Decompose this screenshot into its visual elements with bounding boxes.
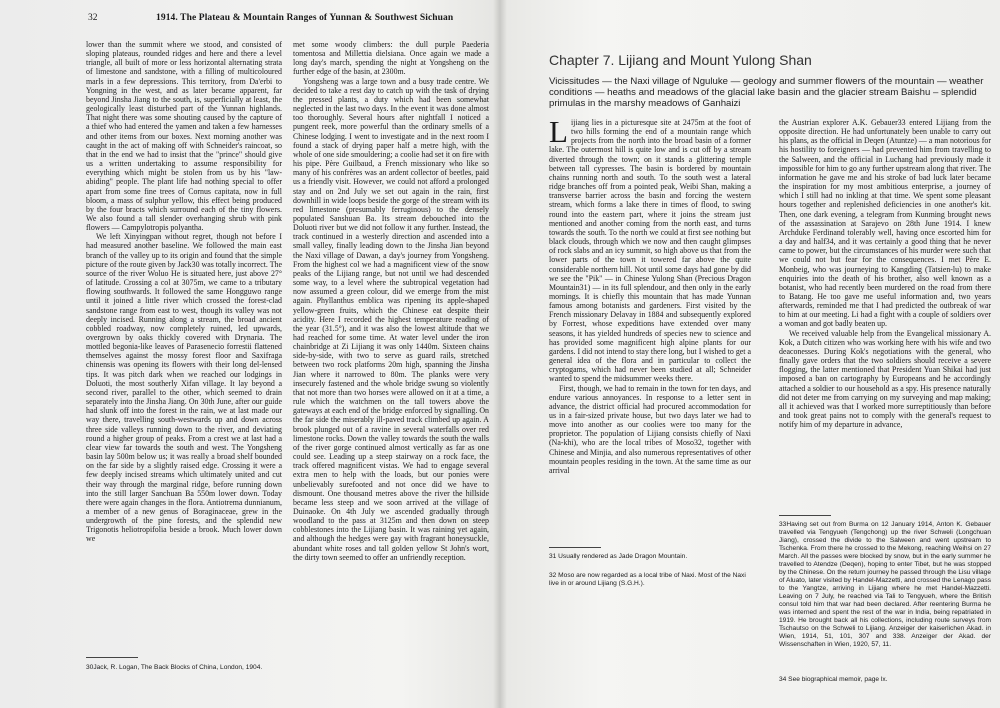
page-number: 32 — [88, 13, 98, 23]
right-page — [503, 0, 1000, 708]
running-head: 1914. The Plateau & Mountain Ranges of Yunnan & Southwest Sichuan — [156, 13, 454, 23]
chapter-subtitle: Vicissitudes — the Naxi village of Nguluke — geology and summer flowers of the mountain — weather conditions — heaths and meadows of the glacial lake basin and the glacier stream Baishu – splendid primulas in the marshy meadows of Ganhaizi — [549, 76, 984, 109]
footnote-34: 34 See biographical memoir, page lx. — [779, 676, 888, 683]
chapter-title: Chapter 7. Lijiang and Mount Yulong Shan — [549, 52, 812, 68]
right-page-column-2 — [779, 118, 991, 508]
left-page-column-2 — [293, 40, 489, 693]
footnote-rule — [779, 515, 831, 516]
paragraph: We received valuable help from the Evangelical missionary A. Kok, a Dutch citizen who was working here with his wife and two deaconesses. During Kok's negotiations with the general, who finally gave orders that the two soldiers should receive a severe flogging, the latter mentioned that President Yuan Shikai had just imposed a ban on cartography by Europeans and he accordingly attached a soldier to our household as a spy. His presence naturally did not deter me from carrying on my surveying and map making; all it achieved was that I worked more surreptitiously than before and took great pains not to comply with the general's request to notify him of my departure in advance, — [779, 328, 991, 430]
right-page-column-1 — [549, 118, 751, 538]
footnote-32: 32 Moso are now regarded as a local tribe of Naxi. Most of the Naxi live in or around Lijiang (S.G.H.). — [549, 572, 746, 587]
drop-cap: L — [549, 118, 568, 149]
paragraph: We left Xinyingpan without regret, though not before I had measured another baseline. We followed the main east branch of the valley up to its origin and found that the simple picture of the route given by Jack30 was totally incorrect. The source of the river Woluo He is situated here, just above 27° of latitude. Crossing a col at 3075m, we came to a tributary flowing southwards. It followed the same Hongguwo range until it joined a little river which crossed the forest-clad sandstone range from east to west, though its valley was not deeply incised. Running along a stream, the broad ancient cobbled roadway, now completely ruined, led upwards, overgrown by oaks thickly covered with Drynaria. The mottled begonia-like leaves of Parasenecio forrestii flattened themselves against the mossy forest floor and Saxifraga chinensis was opening its flowers with their long del-lensed tips. It was pitch dark when we reached our lodgings in Doluoti, the most southerly Xifan village. It lay beyond a second river, parallel to the other, which seemed to drain separately into the Jinsha Jiang. On 30th June, after our guide had slunk off into the forest in the rain, we at last made our way there, travelling south-westwards up and down across three side valleys running down to the river, and deviating round a higher group of peaks. From a crest we at last had a clear view far towards the south and west. The Yongsheng basin lay 500m below us; it was really a broad shelf bounded on the far side by a slightly raised edge. Crossing it were a few deeply incised streams which ultimately united and cut their way through the marginal ridge, before running down into the still larger Sanchuan Ba 550m lower down. Today there were again changes in the flora. Antiotrema dunnianum, a member of a new genus of Boraginaceae, grew in the undergrowth of the pine forests, and the splendid new Trigonotis heliotropifolia beside a brook. Much lower down we — [86, 232, 282, 544]
left-page-column-1 — [86, 40, 282, 640]
footnote-30: 30Jack, R. Logan, The Back Blocks of China, London, 1904. — [86, 664, 263, 671]
paragraph: lower than the summit where we stood, and consisted of sloping plateaus, rounded ridges and here and there a level triangle, all built of more or less horizontal alternating strata of limestone and sandstone, with a filling of multicoloured marls in a few depressions. This territory, from Da'erbi to Yongning in the west, and as later became apparent, far beyond Jinsha Jiang to the south, is, superficially at least, the geologically least disturbed part of the Yunnan highlands. That night there was some shouting caused by the capture of a thief who had entered the yamen and taken a few harnesses and other items from our boxes. Next morning another was caught in the act of making off with Schneider's raincoat, so that in the end we had to insist that the "prince" should give us a written undertaking to assume responsibility for everything which might be stolen from us by his "law-abiding" people. The plant life had nothing special to offer apart from some fine trees of Cornus capitata, now in full bloom, a mass of sulphur yellow, this effect being produced by the four bracts which surround each of the tiny flowers. We also found a tall slender overhanging shrub with pink flowers — Campylotropis polyantha. — [86, 40, 282, 233]
footnote-rule — [549, 547, 601, 548]
paragraph: the Austrian explorer A.K. Gebauer33 entered Lijiang from the opposite direction. He had unfortunately been unable to carry out his plans, as the official in Deqen (Atuntze) — a man notorious for his hostility to foreigners — had prevented him from travelling to the Salween, and the official in Luchang had previously made it impossible for him to go any further upstream along that river. The information he gave me and his stroke of bad luck later became the inspiration for my most ambitious enterprise, a journey of which I still had no inkling at that time. We spent some pleasant hours together and replenished deficiencies in one another's kit. Then, one dark evening, a telegram from Kunming brought news of the assassination at Sarajevo on 28th June 1914. I knew Archduke Ferdinand tolerably well, having once escorted him for a day and half34, and it was certainly a good thing that he never came to power, but the circumstances of his murder were such that we could not but fear for the consequences. I met Père E. Monbeig, who was journeying to Kangding (Tatsien-lu) to make enquiries into the death of his brother, also well known as a botanist, who had recently been murdered on the road from there to Batang. He too gave me useful information and, two years afterwards, reminded me that I had predicted the outbreak of war to him at our meeting. Li had a fight with a couple of soldiers over a woman and got badly beaten up. — [779, 118, 991, 329]
paragraph: Yongsheng was a large town and a busy trade centre. We decided to take a rest day to catch up with the task of drying the pressed plants, a duty which had been somewhat neglected in the last two days. In the event it was done almost too thoroughly. Several hours after nightfall I noticed a pungent reek, more powerful than the ordinary smells of a Chinese lodging. I went to investigate and in the next room I found a stack of drying paper half a metre high, with the whole of one side smouldering; a coolie had set it on fire with his pipe. Père Guilbaud, a French missionary who like so many of his confrères was an ardent collector of beetles, paid us a friendly visit. However, we could not afford a prolonged stay and on 2nd July we set out again in the rain, first downhill in wide loops beside the gorge of the stream with its red limestone (presumably ferruginous) to the densely populated Sanshuan Ba. Its stream debouched into the Doluoti river but we did not follow it any further. Instead, the track continued in a westerly direction and ascended into a small valley, finally leading down to the Jinsha Jian beyond the Naxi village of Dawan, a day's journey from Yongsheng. From the highest col we had a magnificent view of the snow peaks of the Lijiang range, but not until we had descended some way, to a level where the subtropical vegetation had now assumed a green colour, did we emerge from the mist again. Phyllanthus emblica was ripening its apple-shaped yellow-green fruits, which the Chinese eat despite their acidity. Here I recorded the highest temperature reading of the year (31.5°), and it was also the lowest altitude that we had reached for some time. At water level under the iron chainbridge at Zi Lijiang it was only 1440m. Sixteen chains side-by-side, with two to serve as guard rails, stretched between two rock platforms 20m high, spanning the Jinsha Jian where it narrowed to 80m. The planks were very insecurely fastened and the whole bridge swung so violently that not more than two horses were allowed on it at a time, a rule which the watchmen on the tall towers above the gateways at each end of the bridge enforced by signalling. On the far side the miserably ill-paved track climbed up again. A brook plunged out of a ravine in several waterfalls over red limestone rocks. Down the valley towards the south the walls of the river gorge continued almost vertically as far as one could see. Leading up a steep stairway on a rock face, the track offered magnificent vistas. We had to engage several extra men to help with the loads, but our ponies were unbelievably surefooted and not once did we have to dismount. One thousand metres above the river the hillside became less steep and we soon arrived at the village of Duinaoke. On 4th July we ascended gradually through woodland to the pass at 3125m and then down on steep cobblestones into the Lijiang basin. It was raining yet again, and although the hedges were gay with fragrant honeysuckle, abundant white roses and tall golden yellow St John's wort, the dirty town seemed to offer an unfriendly reception. — [293, 76, 489, 562]
left-page — [0, 0, 497, 708]
paragraph: First, though, we had to remain in the town for ten days, and endure various annoyances. In response to a letter sent in advance, the district official had procured accommodation for us in a fair-sized private house, but two days later we had to move into another as our coolies were too many for the proprietor. The population of Lijiang consists chiefly of Naxi (Na-khi), who are the local tribes of Moso32, together with Chinese and Minjia, and also numerous representatives of other mountain peoples residing in the town. At the same time as our arrival — [549, 383, 751, 475]
footnote-rule — [86, 657, 138, 658]
opening-paragraph — [549, 118, 751, 384]
footnote-31: 31 Usually rendered as Jade Dragon Mountain. — [549, 553, 688, 560]
footnote-33: 33Having set out from Burma on 12 January 1914, Anton K. Gebauer travelled via Tengyueh (Tengchong) up the river Schweli (Longchuan Jiang), crossed the divide to the Salween and went upstream to Tschenka. From there he crossed to the Mekong, reaching Weihsi on 27 March. All the passes were blocked by snow, but in the early summer he travelled to Atendze (Deqen), hoping to enter Tibet, but he was stopped by the Chinese. On the return journey he passed through the Lisu village of Aluato, later visited by Handel-Mazzetti, and crossed the Lenago pass to the Yangtze, arriving in Lijiang where he met Handel-Mazzetti. Leaving on 7 July, he reached via Tali to Tengyueh, where the British consul told him that war had been declared. After reentering Burma he was interned and spent the rest of the war in India, being repatriated in 1919. He brought back all his collections, including route surveys from Tschautso on the Schweli to Lijiang. Anzeiger der kaiserlichen Akad. in Wien, 1914, 51, 101, 307 and 338. Anzeiger der Akad. der Wissenschaften in Wien, 1920, 57, 11. — [779, 521, 991, 648]
paragraph: met some woody climbers: the dull purple Paederia tomentosa and Millettia dielsiana. Once again we made a long day's march, spending the night at Yongsheng on the further edge of the basin, at 2300m. — [293, 40, 489, 77]
paragraph-text: ijiang lies in a picturesque site at 2475m at the foot of two hills forming the end of a mountain range which projects from the north into the broad basin of a former lake. The outermost hill is quite low and is cut off by a stream diverted through the town; on it stands a glittering temple between tall cypresses. The basin is bordered by mountain chains running north and south. To the south west a lateral ridge branches off from a pointed peak, Weibi Shan, making a transverse barrier across the basin and forcing the western stream, which forms a lake there in times of flood, to swing round into the eastern part, where it joins the stream just mentioned and another coming from the north east, and turns towards the south. To the north we could at first see nothing but black clouds, through which we now and then caught glimpses of rock slabs and an icy summit, so high above us that from the lower parts of the town it towered far above the quite considerable northern hill. Not until some days had gone by did we see the "Pik" — in Chinese Yulong Shan (Precious Dragon Mountain31) — in its full splendour, and then only in the early mornings. It is chiefly this mountain that has made Yunnan famous among botanists and gardeners. First visited by the French missionary Delavay in 1884 and subsequently explored by Forrest, whose expeditions have extended over many seasons, it has yielded hundreds of species new to science and has provided some magnificent high alpine plants for our gardens. I did not intend to stay there long, but I wished to get a general idea of the flora and in particular to collect the cryptogams, which had never been studied at all; Schneider wanted to spend the midsummer weeks there. — [549, 118, 751, 384]
